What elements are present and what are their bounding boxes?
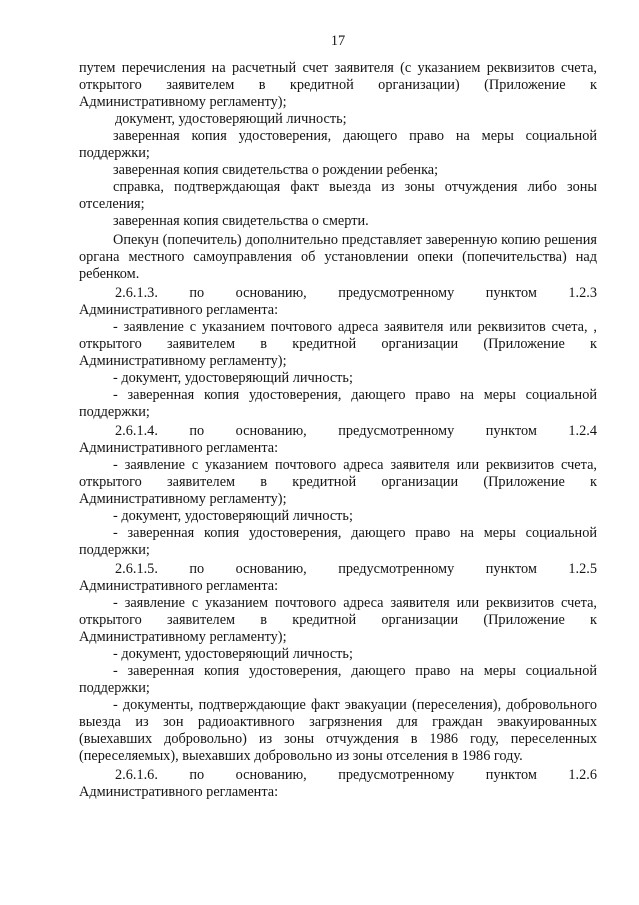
section-word: основанию, <box>235 423 307 439</box>
section-word: по <box>189 423 205 439</box>
list-item: - документ, удостоверяющий личность; <box>113 370 353 386</box>
section-word: пунктом <box>485 285 537 301</box>
section-word: пунктом <box>485 561 537 577</box>
section-word: предусмотренному <box>338 767 455 783</box>
section-continuation: Административного регламента: <box>79 784 279 800</box>
section-ref: 1.2.3 <box>568 285 597 301</box>
section-word: основанию, <box>235 561 307 577</box>
section-word: основанию, <box>235 285 307 301</box>
section-continuation: Административного регламента: <box>79 302 279 318</box>
section-word: пунктом <box>485 423 537 439</box>
section-number: 2.6.1.4. <box>115 423 158 439</box>
paragraph: путем перечисления на расчетный счет заявителя (с указанием реквизитов счета, открытого заявителем в кредитной организации) (Приложение к Административному регламенту); <box>79 60 597 110</box>
section-heading-line <box>79 285 597 302</box>
paragraph: заверенная копия свидетельства о рождении ребенка; <box>113 162 439 178</box>
page-number: 17 <box>330 33 346 49</box>
list-item: - заверенная копия удостоверения, дающего право на меры социальной поддержки; <box>79 387 597 420</box>
paragraph: Опекун (попечитель) дополнительно представляет заверенную копию решения органа местного самоуправления об установлении опеки (попечительства) над ребенком. <box>79 232 597 282</box>
list-item: - заявление с указанием почтового адреса заявителя или реквизитов счета, , открытого заявителем в кредитной организации (Приложение к Административному регламенту); <box>79 319 597 369</box>
list-item: - документ, удостоверяющий личность; <box>113 646 353 662</box>
section-ref: 1.2.4 <box>568 423 597 439</box>
section-heading-line <box>79 423 597 440</box>
section-word: по <box>189 285 205 301</box>
section-continuation: Административного регламента: <box>79 440 279 456</box>
section-word: основанию, <box>235 767 307 783</box>
section-ref: 1.2.6 <box>568 767 597 783</box>
section-heading-line <box>79 767 597 784</box>
list-item: - заявление с указанием почтового адреса заявителя или реквизитов счета, открытого заявителем в кредитной организации (Приложение к Административному регламенту); <box>79 457 597 507</box>
paragraph: заверенная копия удостоверения, дающего право на меры социальной поддержки; <box>79 128 597 161</box>
section-word: предусмотренному <box>338 285 455 301</box>
section-continuation: Административного регламента: <box>79 578 279 594</box>
list-item: - заявление с указанием почтового адреса заявителя или реквизитов счета, открытого заявителем в кредитной организации (Приложение к Административному регламенту); <box>79 595 597 645</box>
list-item: - заверенная копия удостоверения, дающего право на меры социальной поддержки; <box>79 663 597 696</box>
section-ref: 1.2.5 <box>568 561 597 577</box>
section-heading-line <box>79 561 597 578</box>
section-word: по <box>189 561 205 577</box>
section-word: предусмотренному <box>338 423 455 439</box>
paragraph: документ, удостоверяющий личность; <box>115 111 347 127</box>
section-word: пунктом <box>485 767 537 783</box>
section-number: 2.6.1.6. <box>115 767 158 783</box>
list-item: - документы, подтверждающие факт эвакуации (переселения), добровольного выезда из зон радиоактивного загрязнения для граждан эвакуированных (выехавших добровольно) из зоны отчуждения в 1986 году, переселенных (переселяемых), выехавших добровольно из зоны отселения в 1986 году. <box>79 697 597 764</box>
section-word: по <box>189 767 205 783</box>
section-number: 2.6.1.3. <box>115 285 158 301</box>
section-number: 2.6.1.5. <box>115 561 158 577</box>
list-item: - документ, удостоверяющий личность; <box>113 508 353 524</box>
list-item: - заверенная копия удостоверения, дающего право на меры социальной поддержки; <box>79 525 597 558</box>
paragraph: справка, подтверждающая факт выезда из зоны отчуждения либо зоны отселения; <box>79 179 597 212</box>
paragraph: заверенная копия свидетельства о смерти. <box>113 213 369 229</box>
section-word: предусмотренному <box>338 561 455 577</box>
